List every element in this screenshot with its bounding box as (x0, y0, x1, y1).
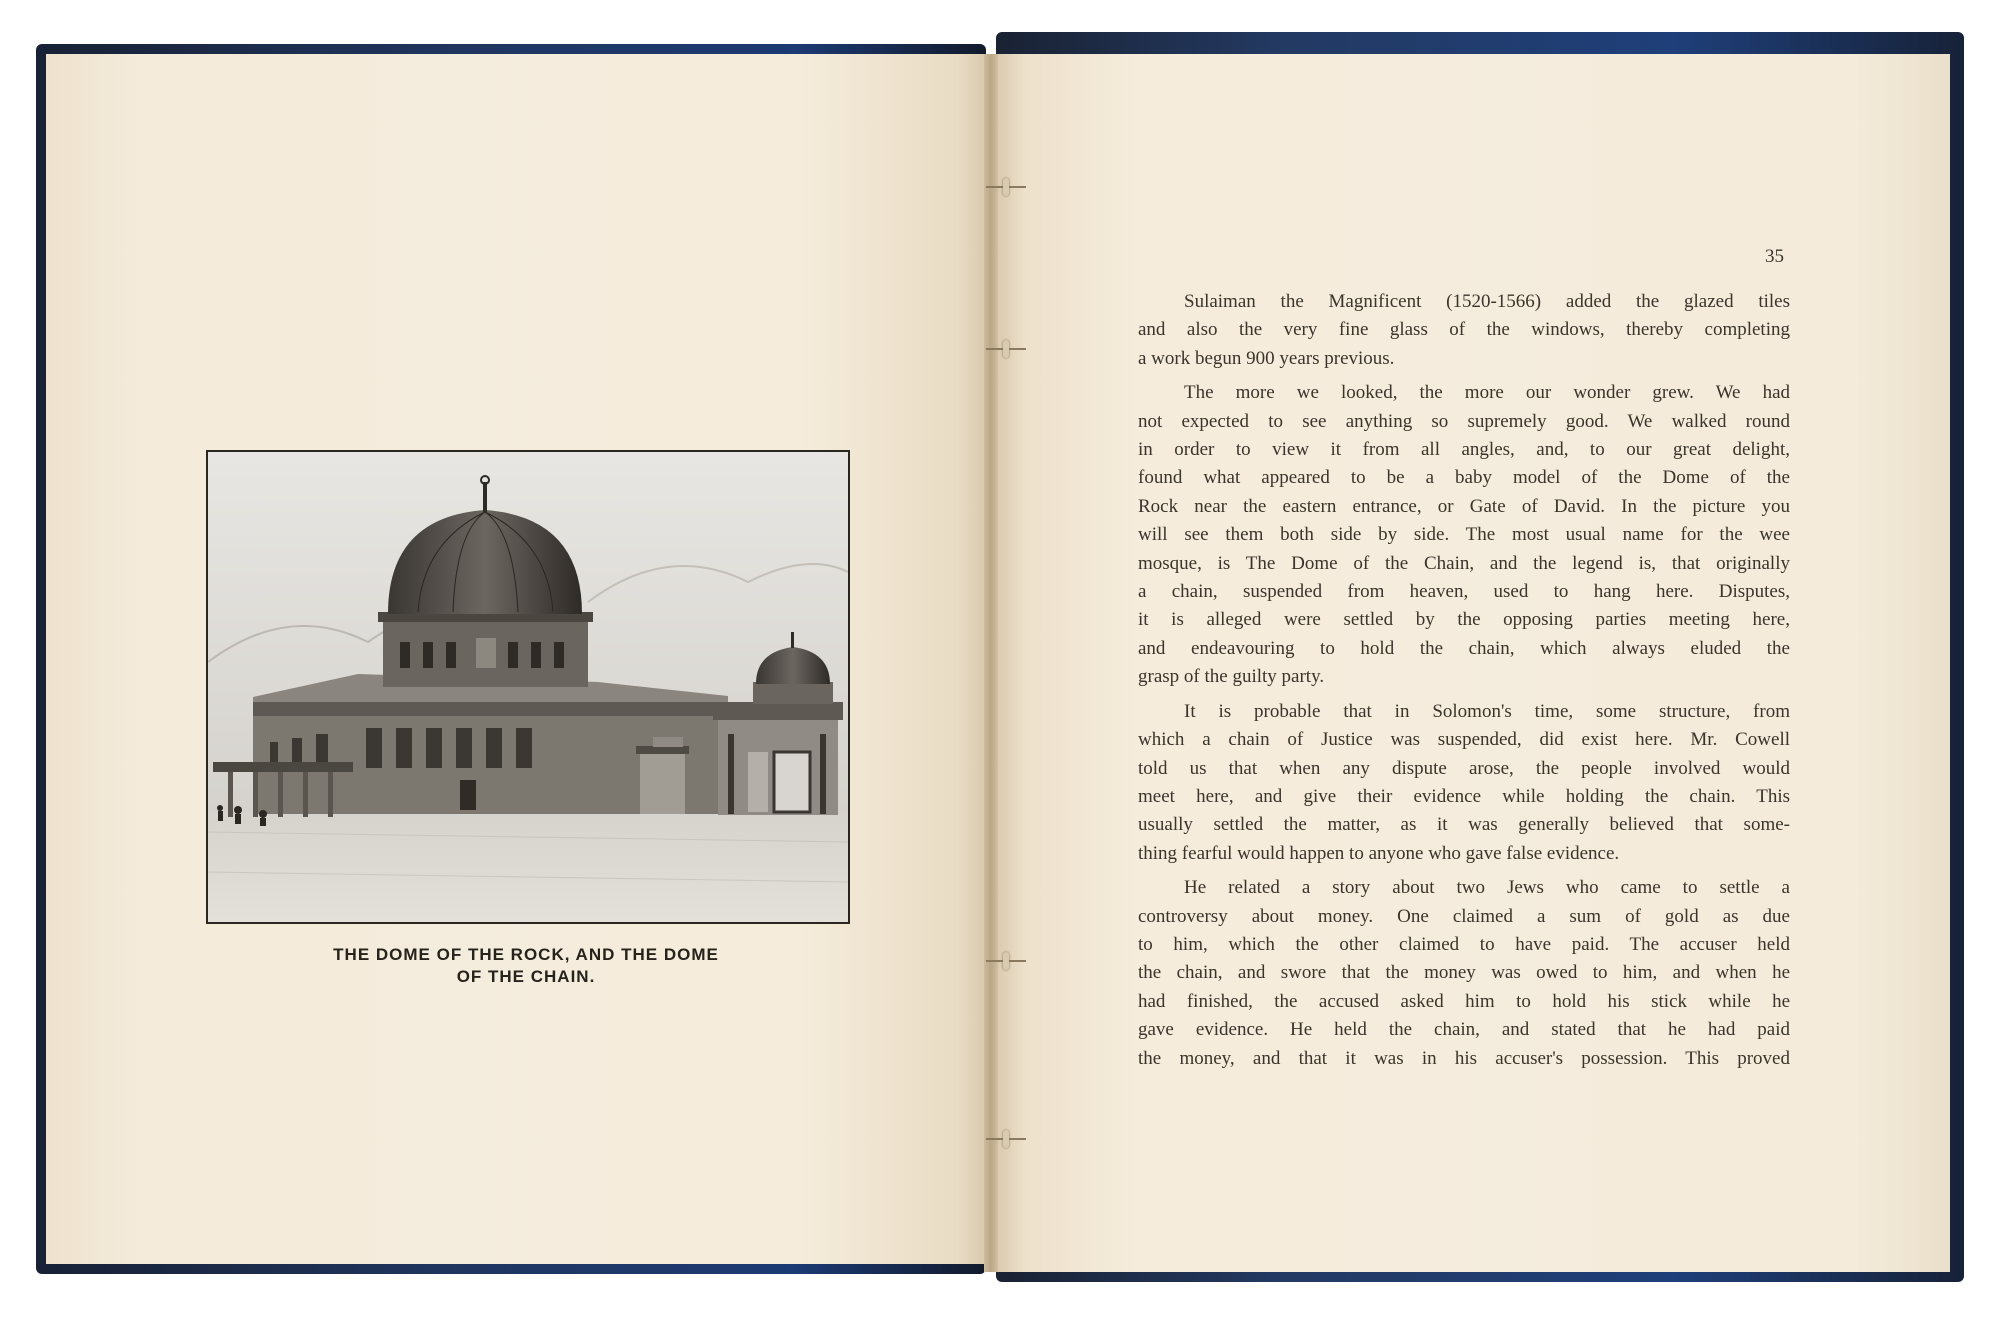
text-line: and also the very fine glass of the windows, thereby completing (1138, 319, 1790, 341)
body-text (1138, 288, 1790, 1079)
text-line: it is alleged were settled by the opposing parties meeting here, (1138, 609, 1790, 631)
text-line: Rock near the eastern entrance, or Gate of David. In the picture you (1138, 495, 1790, 517)
binding-stitch (986, 960, 1026, 962)
text-line: usually settled the matter, as it was generally believed that some- (1138, 814, 1790, 836)
text-line: meet here, and give their evidence while holding the chain. This (1138, 785, 1790, 807)
text-line: controversy about money. One claimed a sum of gold as due (1138, 905, 1790, 927)
text-line: mosque, is The Dome of the Chain, and the legend is, that originally (1138, 552, 1790, 574)
text-line: the chain, and swore that the money was owed to him, and when he (1138, 962, 1790, 984)
paragraph (1138, 874, 1790, 1073)
binding-stitch (986, 1138, 1026, 1140)
text-line: not expected to see anything so supremely good. We walked round (1138, 410, 1790, 432)
text-line: The more we looked, the more our wonder grew. We had (1184, 382, 1790, 404)
page-number: 35 (1765, 246, 1784, 267)
text-line: told us that when any dispute arose, the people involved would (1138, 757, 1790, 779)
binding-stitch (986, 186, 1026, 188)
text-line: a chain, suspended from heaven, used to hang here. Disputes, (1138, 581, 1790, 603)
book-gutter (984, 54, 998, 1272)
text-line: the money, and that it was in his accuser's possession. This proved (1138, 1047, 1790, 1069)
text-line: grasp of the guilty party. (1138, 666, 1325, 688)
paragraph (1138, 288, 1790, 373)
text-line: in order to view it from all angles, and, to our great delight, (1138, 439, 1790, 461)
text-line: a work begun 900 years previous. (1138, 347, 1395, 369)
paragraph (1138, 698, 1790, 868)
binding-stitch (986, 348, 1026, 350)
caption-line: THE DOME OF THE ROCK, AND THE DOME (333, 945, 719, 964)
text-line: He related a story about two Jews who came to settle a (1184, 877, 1790, 899)
text-line: and endeavouring to hold the chain, which always eluded the (1138, 637, 1790, 659)
paragraph (1138, 379, 1790, 691)
figure-caption (216, 944, 836, 988)
text-line: thing fearful would happen to anyone who gave false evidence. (1138, 842, 1620, 864)
text-line: found what appeared to be a baby model of the Dome of the (1138, 467, 1790, 489)
text-line: which a chain of Justice was suspended, did exist here. Mr. Cowell (1138, 729, 1790, 751)
text-line: Sulaiman the Magnificent (1520-1566) added the glazed tiles (1184, 291, 1790, 312)
text-line: had finished, the accused asked him to hold his stick while he (1138, 990, 1790, 1012)
text-line: gave evidence. He held the chain, and stated that he had paid (1138, 1019, 1790, 1041)
dome-of-the-rock-photo (206, 450, 850, 924)
text-line: will see them both side by side. The most usual name for the wee (1138, 524, 1790, 546)
text-line: to him, which the other claimed to have paid. The accuser held (1138, 933, 1790, 955)
text-line: It is probable that in Solomon's time, some structure, from (1184, 700, 1790, 722)
caption-line: OF THE CHAIN. (456, 967, 596, 986)
